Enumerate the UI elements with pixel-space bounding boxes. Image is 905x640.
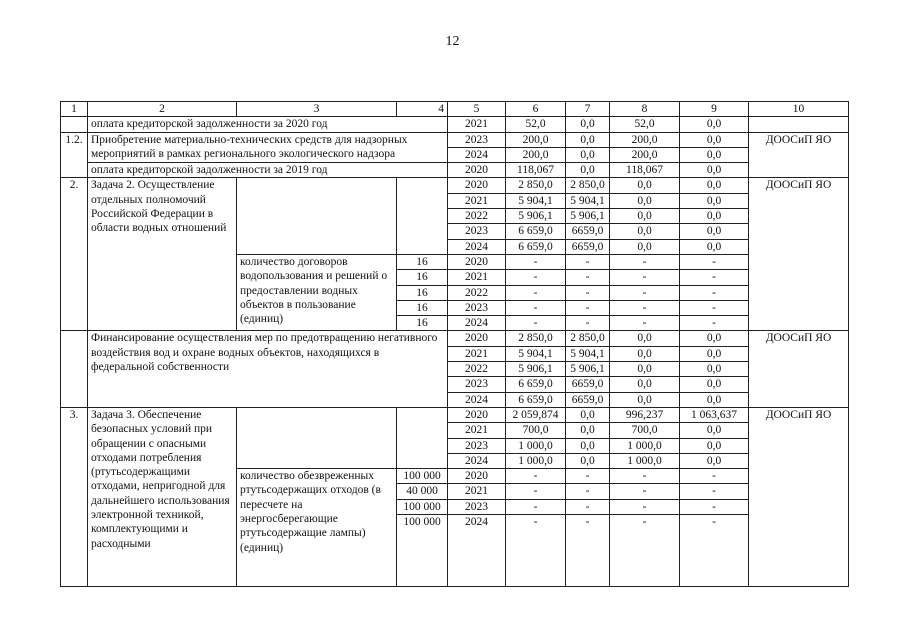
value-cell: 0,0 (610, 178, 680, 193)
value-cell: - (506, 300, 566, 315)
executor-cell: ДООСиП ЯО (749, 331, 849, 407)
year-cell: 2023 (448, 224, 506, 239)
value-cell: 0,0 (680, 453, 749, 468)
value-cell: 996,237 (610, 407, 680, 422)
value-cell: 0,0 (610, 392, 680, 407)
year-cell: 2024 (448, 147, 506, 162)
year-cell: 2022 (448, 285, 506, 300)
value-cell: - (566, 484, 610, 499)
year-cell: 2022 (448, 362, 506, 377)
value-cell: 118,067 (610, 163, 680, 178)
value-cell: 5 906,1 (506, 209, 566, 224)
value-cell: 0,0 (566, 407, 610, 422)
value-cell: - (610, 270, 680, 285)
value-cell: 200,0 (610, 132, 680, 147)
year-cell: 2020 (448, 254, 506, 269)
value-cell: - (610, 285, 680, 300)
value-cell: - (506, 484, 566, 499)
value-cell: - (566, 469, 610, 484)
value-cell: 2 850,0 (566, 178, 610, 193)
year-cell: 2024 (448, 392, 506, 407)
indicator-value: 40 000 (397, 484, 448, 499)
table-row (61, 117, 849, 132)
indicator-label: количество договоров водопользования и решений о предоставлении водных объектов в пользование (единиц) (237, 254, 397, 330)
value-cell: - (610, 300, 680, 315)
value-cell: - (506, 285, 566, 300)
value-cell: 0,0 (680, 423, 749, 438)
value-cell: 5 904,1 (506, 346, 566, 361)
value-cell: 0,0 (566, 453, 610, 468)
value-cell: - (680, 515, 749, 587)
value-cell: 2 850,0 (506, 178, 566, 193)
value-cell: 1 000,0 (506, 453, 566, 468)
year-cell: 2020 (448, 163, 506, 178)
value-cell: 5 906,1 (566, 209, 610, 224)
year-cell: 2020 (448, 178, 506, 193)
indicator-label: количество обезвреженных ртутьсодержащих отходов (в пересчете на энергосберегающие ртутьсодержащие лампы) (единиц) (237, 469, 397, 587)
col-header: 1 (61, 102, 88, 117)
year-cell: 2023 (448, 132, 506, 147)
year-cell: 2020 (448, 331, 506, 346)
indicator-value: 16 (397, 270, 448, 285)
financing-label: Финансирование осуществления мер по предотвращению негативного воздействия вод и охране водных объектов, находящихся в федеральной собственности (88, 331, 448, 407)
value-cell: 0,0 (566, 163, 610, 178)
value-cell: 0,0 (610, 193, 680, 208)
value-cell: 5 906,1 (506, 362, 566, 377)
value-cell: 0,0 (610, 239, 680, 254)
value-cell: 2 850,0 (566, 331, 610, 346)
year-cell: 2023 (448, 300, 506, 315)
value-cell: 6659,0 (566, 377, 610, 392)
value-cell: 1 000,0 (610, 453, 680, 468)
value-cell: 0,0 (610, 377, 680, 392)
value-cell: 6 659,0 (506, 392, 566, 407)
year-cell: 2023 (448, 499, 506, 514)
year-cell: 2024 (448, 515, 506, 587)
table-row (61, 132, 849, 147)
task-label: Задача 3. Обеспечение безопасных условий при обращении с опасными отходами потребления (ртутьсодержащими отходами, непригодной для дальнейшего использования электронной техникой, комплектующими и расходными (88, 407, 237, 586)
page-number: 12 (445, 34, 460, 49)
value-cell: - (680, 254, 749, 269)
indicator-value: 100 000 (397, 469, 448, 484)
indicator-value: 16 (397, 316, 448, 331)
value-cell: - (610, 499, 680, 514)
value-cell: - (680, 484, 749, 499)
col-header: 9 (680, 102, 749, 117)
col-header: 2 (88, 102, 237, 117)
year-cell: 2021 (448, 117, 506, 132)
value-cell: 0,0 (610, 362, 680, 377)
value-cell: - (506, 515, 566, 587)
col-header: 6 (506, 102, 566, 117)
value-cell: - (506, 254, 566, 269)
value-cell: 6659,0 (566, 239, 610, 254)
value-cell: 1 000,0 (506, 438, 566, 453)
item-number: 2. (61, 178, 88, 331)
value-cell: 0,0 (566, 438, 610, 453)
value-cell: 2 059,874 (506, 407, 566, 422)
table-row (61, 163, 849, 178)
year-cell: 2021 (448, 346, 506, 361)
value-cell: - (610, 254, 680, 269)
value-cell: 1 000,0 (610, 438, 680, 453)
value-cell: - (506, 270, 566, 285)
value-cell: - (680, 285, 749, 300)
year-cell: 2024 (448, 453, 506, 468)
value-cell: 6659,0 (566, 224, 610, 239)
value-cell: 6 659,0 (506, 224, 566, 239)
value-cell: 0,0 (680, 209, 749, 224)
task-label: Задача 2. Осуществление отдельных полномочий Российской Федерации в области водных отношений (88, 178, 237, 331)
col-header: 10 (749, 102, 849, 117)
value-cell: 0,0 (680, 193, 749, 208)
value-cell: 0,0 (680, 346, 749, 361)
program-table (60, 101, 849, 587)
item-number: 3. (61, 407, 88, 586)
year-cell: 2022 (448, 209, 506, 224)
value-cell: - (566, 515, 610, 587)
value-cell: - (680, 316, 749, 331)
value-cell: 0,0 (680, 331, 749, 346)
value-cell: 0,0 (610, 224, 680, 239)
value-cell: - (566, 316, 610, 331)
table-row (61, 178, 849, 193)
year-cell: 2021 (448, 484, 506, 499)
year-cell: 2023 (448, 438, 506, 453)
value-cell: - (610, 316, 680, 331)
col-header: 4 (397, 102, 448, 117)
table-row (61, 407, 849, 422)
col-header: 8 (610, 102, 680, 117)
col-header: 3 (237, 102, 397, 117)
value-cell: 0,0 (680, 117, 749, 132)
value-cell: - (566, 270, 610, 285)
executor-cell: ДООСиП ЯО (749, 178, 849, 331)
item-number: 1.2. (61, 132, 88, 178)
year-cell: 2021 (448, 270, 506, 285)
value-cell: 0,0 (680, 392, 749, 407)
value-cell: 0,0 (680, 178, 749, 193)
value-cell: 5 904,1 (506, 193, 566, 208)
value-cell: 0,0 (566, 423, 610, 438)
value-cell: 0,0 (610, 209, 680, 224)
value-cell: 0,0 (680, 224, 749, 239)
value-cell: 0,0 (680, 438, 749, 453)
value-cell: - (610, 515, 680, 587)
value-cell: - (506, 469, 566, 484)
value-cell: - (566, 300, 610, 315)
value-cell: 0,0 (680, 362, 749, 377)
value-cell: - (506, 499, 566, 514)
value-cell: - (680, 499, 749, 514)
value-cell: 0,0 (680, 377, 749, 392)
value-cell: 52,0 (506, 117, 566, 132)
year-cell: 2020 (448, 407, 506, 422)
year-cell: 2020 (448, 469, 506, 484)
value-cell: - (680, 270, 749, 285)
year-cell: 2021 (448, 193, 506, 208)
executor-cell: ДООСиП ЯО (749, 407, 849, 586)
value-cell: 6 659,0 (506, 377, 566, 392)
indicator-value: 16 (397, 254, 448, 269)
value-cell: 0,0 (680, 163, 749, 178)
header-row (61, 102, 849, 117)
value-cell: - (566, 254, 610, 269)
value-cell: 0,0 (566, 117, 610, 132)
value-cell: 200,0 (610, 147, 680, 162)
value-cell: 0,0 (610, 346, 680, 361)
value-cell: 0,0 (680, 147, 749, 162)
value-cell: 6659,0 (566, 392, 610, 407)
indicator-value: 16 (397, 285, 448, 300)
value-cell: 1 063,637 (680, 407, 749, 422)
value-cell: 5 904,1 (566, 193, 610, 208)
value-cell: 0,0 (566, 147, 610, 162)
indicator-value: 100 000 (397, 499, 448, 514)
year-cell: 2024 (448, 239, 506, 254)
indicator-value: 16 (397, 300, 448, 315)
value-cell: 52,0 (610, 117, 680, 132)
indicator-value: 100 000 (397, 515, 448, 587)
value-cell: - (610, 484, 680, 499)
value-cell: 200,0 (506, 132, 566, 147)
year-cell: 2024 (448, 316, 506, 331)
value-cell: 5 906,1 (566, 362, 610, 377)
row-label: оплата кредиторской задолженности за 2020 год (88, 117, 448, 132)
value-cell: 5 904,1 (566, 346, 610, 361)
value-cell: 2 850,0 (506, 331, 566, 346)
item-label: Приобретение материально-технических средств для надзорных мероприятий в рамках регионального экологического надзора (88, 132, 448, 163)
value-cell: 0,0 (566, 132, 610, 147)
value-cell: 700,0 (610, 423, 680, 438)
value-cell: 118,067 (506, 163, 566, 178)
year-cell: 2023 (448, 377, 506, 392)
value-cell: - (680, 300, 749, 315)
col-header: 5 (448, 102, 506, 117)
col-header: 7 (566, 102, 610, 117)
value-cell: - (506, 316, 566, 331)
value-cell: 0,0 (680, 132, 749, 147)
value-cell: - (610, 469, 680, 484)
value-cell: 0,0 (610, 331, 680, 346)
value-cell: - (680, 469, 749, 484)
row-label: оплата кредиторской задолженности за 2019 год (88, 163, 448, 178)
value-cell: 0,0 (680, 239, 749, 254)
value-cell: 200,0 (506, 147, 566, 162)
value-cell: 700,0 (506, 423, 566, 438)
value-cell: - (566, 285, 610, 300)
value-cell: 6 659,0 (506, 239, 566, 254)
value-cell: - (566, 499, 610, 514)
executor-cell: ДООСиП ЯО (749, 132, 849, 178)
table-row (61, 331, 849, 346)
year-cell: 2021 (448, 423, 506, 438)
